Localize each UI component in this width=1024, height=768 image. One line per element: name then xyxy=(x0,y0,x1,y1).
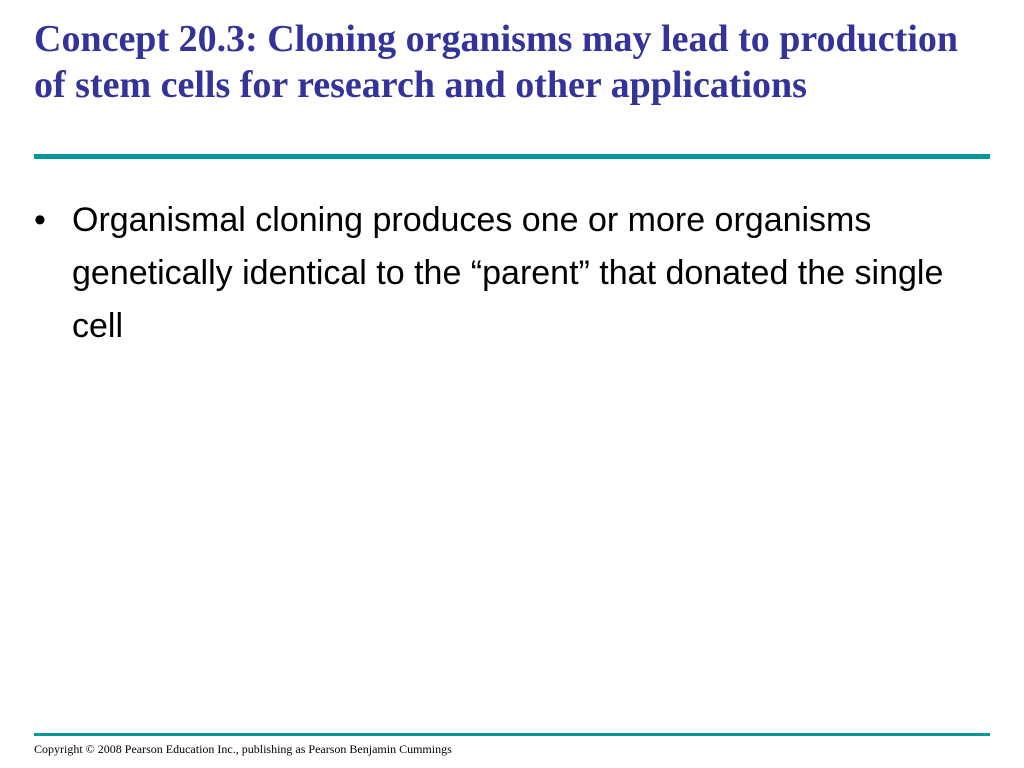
slide-title: Concept 20.3: Cloning organisms may lead to production of stem cells for research and other applications xyxy=(34,18,959,106)
bullet-marker: • xyxy=(34,201,46,239)
footer-divider xyxy=(34,733,990,736)
title-divider xyxy=(34,154,990,159)
copyright-footer: Copyright © 2008 Pearson Education Inc., publishing as Pearson Benjamin Cummings xyxy=(34,742,452,756)
bullet-list xyxy=(34,194,974,353)
bullet-text: Organismal cloning produces one or more organisms genetically identical to the “parent” that donated the single cell xyxy=(72,201,944,345)
bullet-item xyxy=(34,194,974,353)
